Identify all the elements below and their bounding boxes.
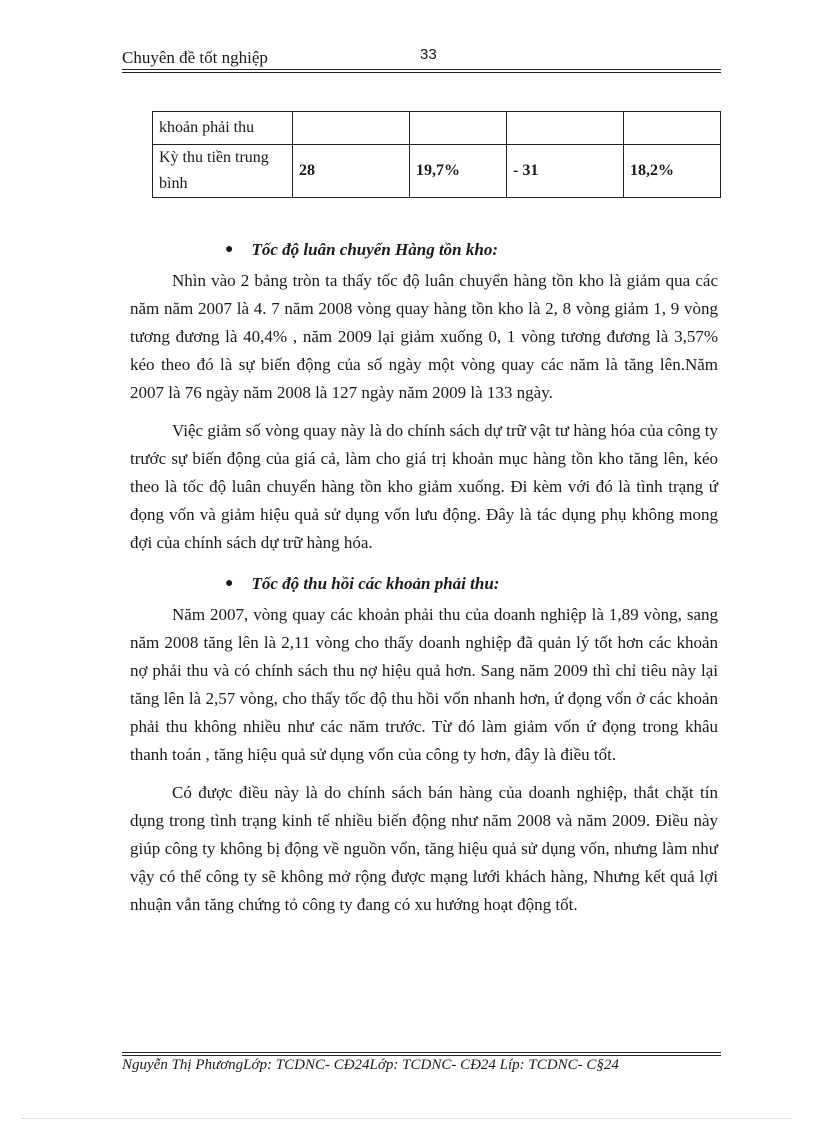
section-heading: ● Tốc độ luân chuyển Hàng tồn kho:	[225, 240, 499, 259]
section-heading: ● Tốc độ thu hồi các khoản phải thu:	[225, 574, 500, 593]
paragraph: Việc giảm số vòng quay này là do chính sách dự trữ vật tư hàng hóa của công ty trước sự biến động của giá cả, làm cho giá trị khoản mục hàng tồn kho tăng lên, kéo theo là tốc độ luân chuyển hàng tồn kho giảm xuống. Đi kèm với đó là tình trạng ứ đọng vốn và giảm hiệu quả sử dụng vốn lưu động. Đây là tác dụng phụ không mong đợi của chính sách dự trữ hàng hóa.	[130, 421, 718, 552]
table-row	[153, 112, 721, 145]
table-cell	[410, 112, 507, 145]
table-cell: 28	[293, 145, 410, 198]
bullet-icon: ●	[225, 576, 234, 591]
footer-divider	[122, 1052, 721, 1056]
paragraph: Nhìn vào 2 bảng tròn ta thấy tốc độ luân chuyển hàng tồn kho là giảm qua các năm năm 2007 là 4. 7 năm 2008 vòng quay hàng tồn kho là 2, 8 vòng giảm 1, 9 vòng tương đương là 40,4% , năm 2009 lại giảm xuống 0, 1 vòng tương đương là 3,57% kéo theo đó là sự biến động của số ngày một vòng quay các năm là tăng lên.Năm 2007 là 76 ngày năm 2008 là 127 ngày năm 2009 là 133 ngày.	[130, 271, 718, 402]
receivables-table	[152, 111, 721, 198]
page-footer: Nguyễn Thị PhươngLớp: TCDNC- CĐ24Lớp: TCDNC- CĐ24 Líp: TCDNC- C§24	[122, 1057, 619, 1073]
table-cell: khoản phải thu	[153, 112, 293, 145]
table-cell: 19,7%	[410, 145, 507, 198]
page-header	[122, 46, 720, 70]
header-title: Chuyên đề tốt nghiệp	[122, 48, 268, 67]
table-row	[153, 145, 721, 198]
table-cell	[624, 112, 721, 145]
body-content	[130, 233, 718, 929]
table-cell: 18,2%	[624, 145, 721, 198]
page-edge-divider	[22, 1118, 792, 1119]
bullet-icon: ●	[225, 242, 234, 257]
page-number: 33	[420, 46, 437, 63]
table-cell: - 31	[507, 145, 624, 198]
table-cell	[293, 112, 410, 145]
header-divider	[122, 69, 721, 73]
table-cell	[507, 112, 624, 145]
paragraph: Năm 2007, vòng quay các khoản phải thu của doanh nghiệp là 1,89 vòng, sang năm 2008 tăng lên là 2,11 vòng cho thấy doanh nghiệp đã quản lý tốt hơn các khoản nợ phải thu và có chính sách thu nợ hiệu quả hơn. Sang năm 2009 thì chỉ tiêu này lại tăng lên là 2,57 vòng, cho thấy tốc độ thu hồi vốn nhanh hơn, ứ đọng vốn ở các khoản phải thu không nhiều như các năm trước. Từ đó làm giảm vốn ứ đọng trong khâu thanh toán , tăng hiệu quả sử dụng vốn của công ty hơn, đây là điều tốt.	[130, 605, 718, 764]
paragraph: Có được điều này là do chính sách bán hàng của doanh nghiệp, thắt chặt tín dụng trong tình trạng kinh tế nhiều biến động như năm 2008 và năm 2009. Điều này giúp công ty không bị động về nguồn vốn, tăng hiệu quả sử dụng vốn, nhưng làm như vậy có thể công ty sẽ không mở rộng được mạng lưới khách hàng, Nhưng kết quả lợi nhuận vẫn tăng chứng tỏ công ty đang có xu hướng hoạt động tốt.	[130, 783, 718, 914]
table-cell: Kỳ thu tiền trung bình	[153, 145, 293, 198]
